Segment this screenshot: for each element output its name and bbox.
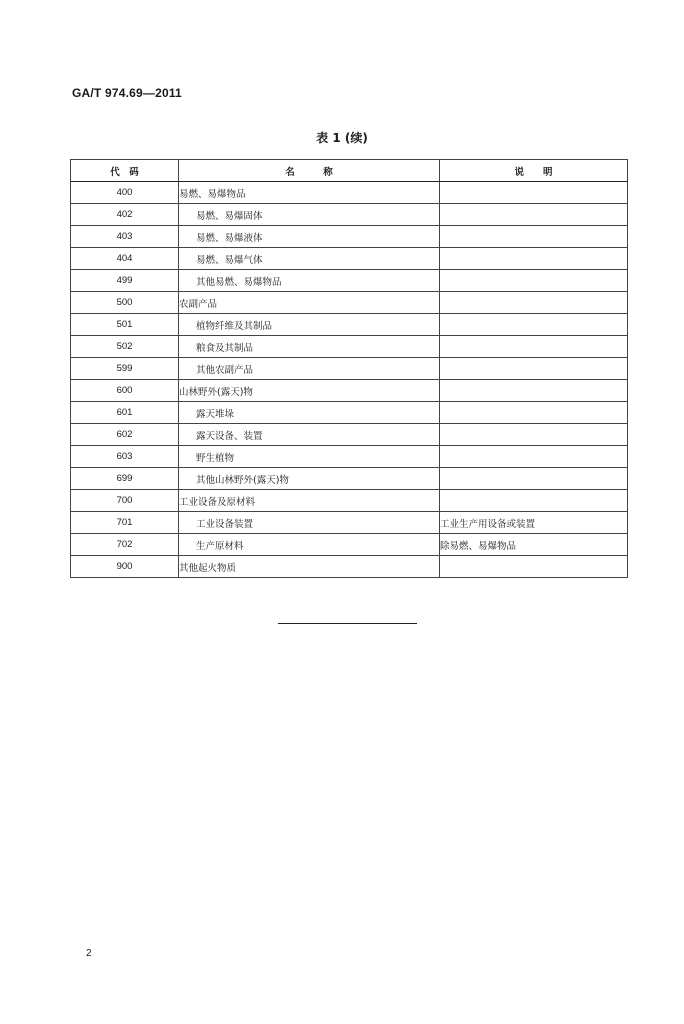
row-name: 易燃、易爆物品 bbox=[179, 182, 440, 204]
table-header-row bbox=[71, 160, 628, 182]
row-note bbox=[440, 556, 628, 578]
row-note: 除易燃、易爆物品 bbox=[440, 534, 628, 556]
column-header-note: 说 明 bbox=[440, 160, 628, 182]
row-code: 699 bbox=[71, 468, 179, 490]
row-code: 400 bbox=[71, 182, 179, 204]
row-note bbox=[440, 358, 628, 380]
row-name: 易燃、易爆液体 bbox=[179, 226, 440, 248]
row-code: 600 bbox=[71, 380, 179, 402]
table-row bbox=[71, 248, 628, 270]
table-row bbox=[71, 424, 628, 446]
row-note bbox=[440, 402, 628, 424]
row-name: 露天堆垛 bbox=[179, 402, 440, 424]
table-row bbox=[71, 270, 628, 292]
row-note bbox=[440, 424, 628, 446]
row-code: 502 bbox=[71, 336, 179, 358]
row-code: 602 bbox=[71, 424, 179, 446]
row-name: 其他农副产品 bbox=[179, 358, 440, 380]
row-code: 403 bbox=[71, 226, 179, 248]
table-row bbox=[71, 446, 628, 468]
row-name: 农副产品 bbox=[179, 292, 440, 314]
row-code: 501 bbox=[71, 314, 179, 336]
table-row bbox=[71, 468, 628, 490]
table-row bbox=[71, 358, 628, 380]
row-code: 601 bbox=[71, 402, 179, 424]
row-note bbox=[440, 248, 628, 270]
row-code: 700 bbox=[71, 490, 179, 512]
row-note bbox=[440, 182, 628, 204]
table-row bbox=[71, 534, 628, 556]
row-code: 603 bbox=[71, 446, 179, 468]
column-header-code: 代 码 bbox=[71, 160, 179, 182]
row-name: 易燃、易爆固体 bbox=[179, 204, 440, 226]
row-note bbox=[440, 336, 628, 358]
row-name: 其他起火物质 bbox=[179, 556, 440, 578]
row-note bbox=[440, 270, 628, 292]
table-row bbox=[71, 226, 628, 248]
row-code: 402 bbox=[71, 204, 179, 226]
row-code: 599 bbox=[71, 358, 179, 380]
row-note bbox=[440, 292, 628, 314]
row-note bbox=[440, 468, 628, 490]
table-row bbox=[71, 556, 628, 578]
row-name: 其他易燃、易爆物品 bbox=[179, 270, 440, 292]
table-caption: 表 1 (续) bbox=[316, 131, 368, 145]
row-note bbox=[440, 490, 628, 512]
row-note bbox=[440, 204, 628, 226]
row-code: 900 bbox=[71, 556, 179, 578]
table-row bbox=[71, 490, 628, 512]
row-code: 404 bbox=[71, 248, 179, 270]
row-name: 粮食及其制品 bbox=[179, 336, 440, 358]
end-rule bbox=[278, 623, 417, 624]
row-note bbox=[440, 380, 628, 402]
column-header-name: 名 称 bbox=[179, 160, 440, 182]
row-name: 工业设备及原材料 bbox=[179, 490, 440, 512]
standard-number: GA/T 974.69—2011 bbox=[72, 86, 182, 100]
table-row bbox=[71, 512, 628, 534]
code-table bbox=[70, 159, 628, 578]
table-row bbox=[71, 380, 628, 402]
row-name: 山林野外(露天)物 bbox=[179, 380, 440, 402]
row-note bbox=[440, 446, 628, 468]
row-code: 701 bbox=[71, 512, 179, 534]
row-note bbox=[440, 226, 628, 248]
row-code: 500 bbox=[71, 292, 179, 314]
table-row bbox=[71, 402, 628, 424]
row-name: 易燃、易爆气体 bbox=[179, 248, 440, 270]
row-name: 工业设备装置 bbox=[179, 512, 440, 534]
table-row bbox=[71, 182, 628, 204]
row-code: 702 bbox=[71, 534, 179, 556]
row-note bbox=[440, 314, 628, 336]
row-name: 生产原材料 bbox=[179, 534, 440, 556]
table-row bbox=[71, 336, 628, 358]
row-name: 野生植物 bbox=[179, 446, 440, 468]
table-row bbox=[71, 314, 628, 336]
row-name: 植物纤维及其制品 bbox=[179, 314, 440, 336]
row-code: 499 bbox=[71, 270, 179, 292]
row-name: 其他山林野外(露天)物 bbox=[179, 468, 440, 490]
table-row bbox=[71, 292, 628, 314]
page-number: 2 bbox=[86, 948, 92, 959]
table-row bbox=[71, 204, 628, 226]
row-name: 露天设备、装置 bbox=[179, 424, 440, 446]
row-note: 工业生产用设备或装置 bbox=[440, 512, 628, 534]
